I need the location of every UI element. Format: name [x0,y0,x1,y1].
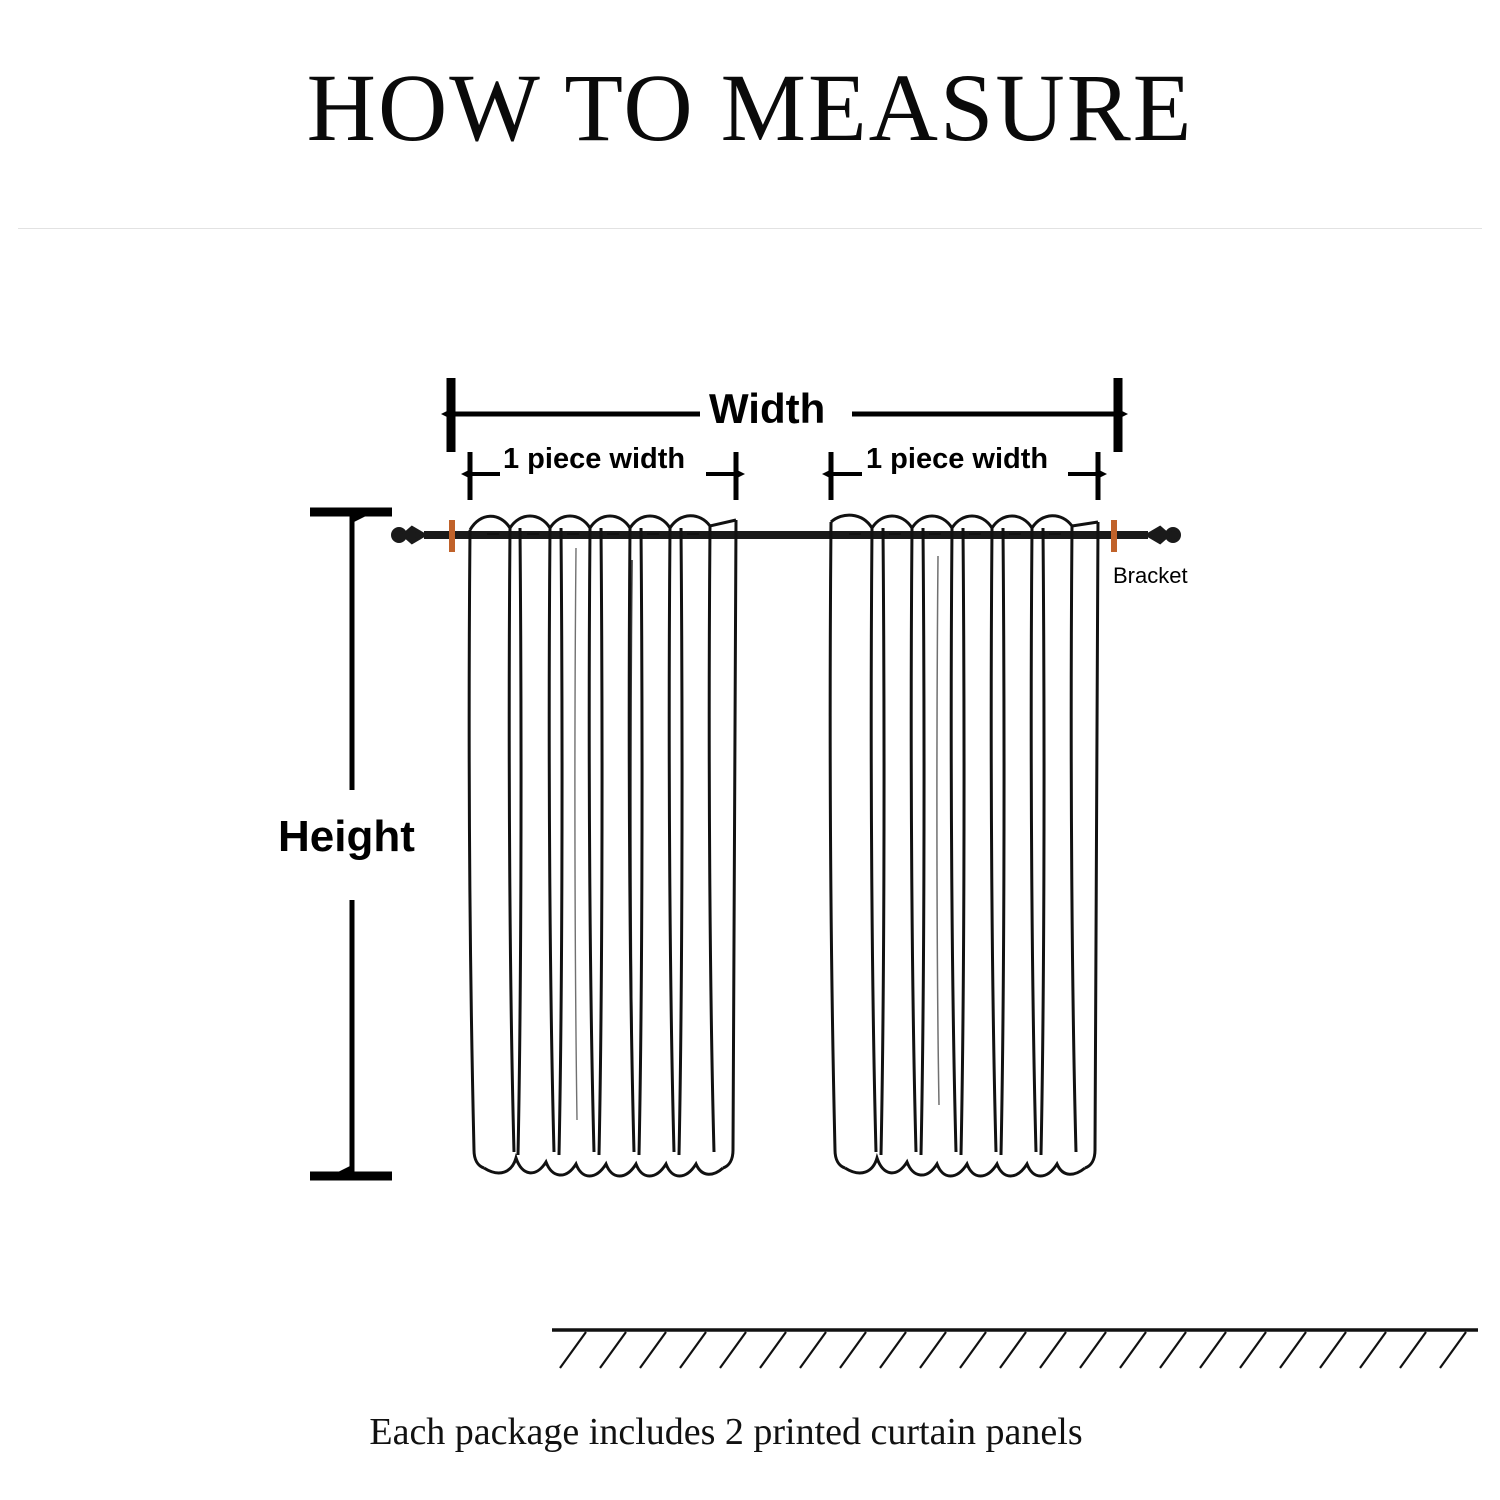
curtain-panel-left [469,516,736,1176]
package-note: Each package includes 2 printed curtain panels [369,1411,1083,1453]
piece-width-right-label: 1 piece width [866,443,1049,475]
bracket-label: Bracket [1113,563,1188,588]
floor-line [552,1330,1478,1368]
page-title: HOW TO MEASURE [306,54,1194,161]
piece-width-left-label: 1 piece width [503,443,686,475]
height-label: Height [278,812,415,861]
curtain-panel-right [830,515,1098,1176]
width-label: Width [709,385,826,432]
